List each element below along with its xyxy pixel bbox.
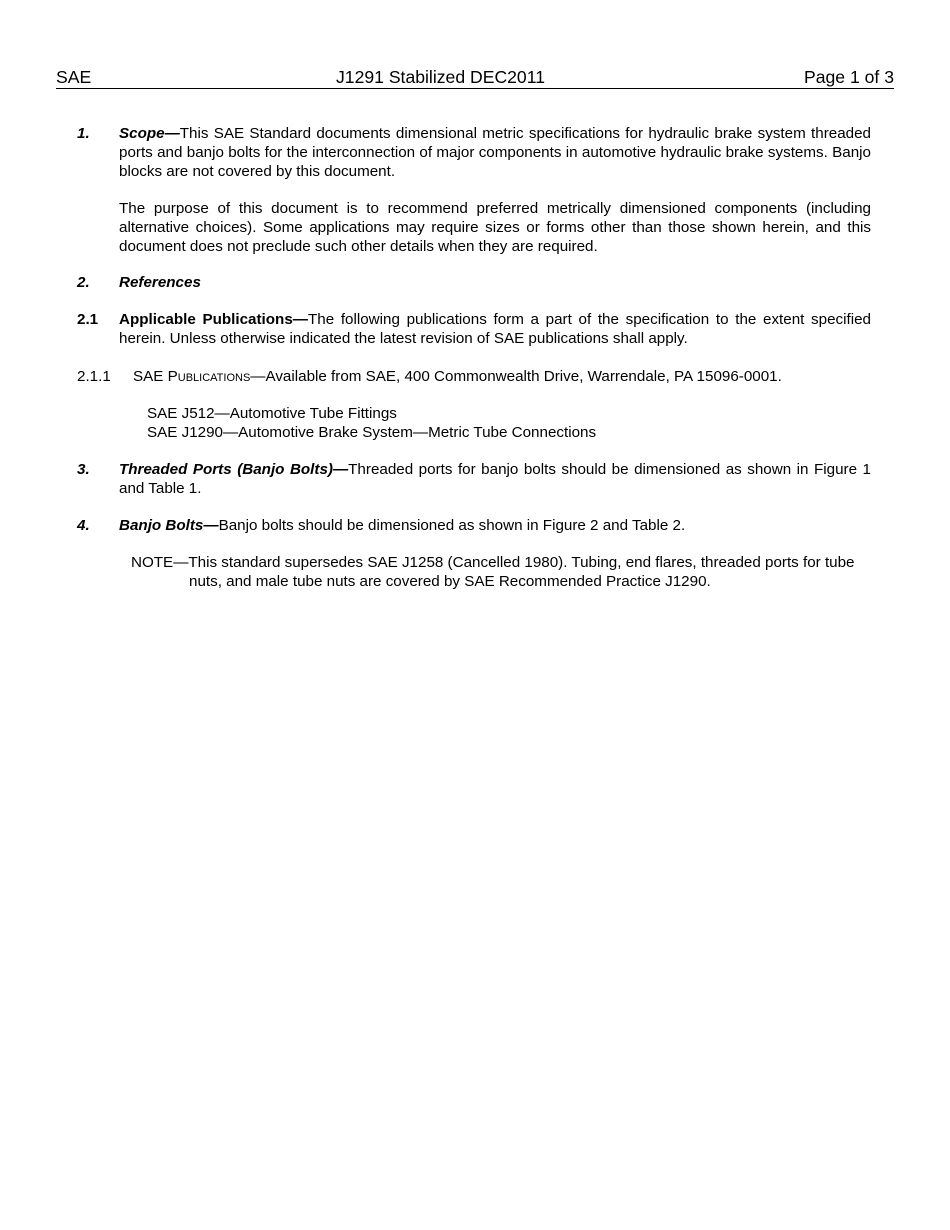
section-4-number: 4. xyxy=(77,517,90,534)
section-1-scope xyxy=(77,125,871,181)
section-3-number: 3. xyxy=(77,461,90,478)
header-document-id: J1291 Stabilized DEC2011 xyxy=(336,67,545,87)
section-1-number: 1. xyxy=(77,125,90,142)
section-4-banjo-bolts xyxy=(77,517,871,536)
section-2-1-1-text: SAE Publications—Available from SAE, 400 Commonwealth Drive, Warrendale, PA 15096-0001. xyxy=(133,368,782,385)
section-4-title: Banjo Bolts— xyxy=(119,517,219,534)
section-2-number: 2. xyxy=(77,274,90,291)
section-2-1-title: Applicable Publications— xyxy=(119,311,308,328)
reference-item: SAE J1290—Automotive Brake System—Metric Tube Connections xyxy=(147,424,597,441)
section-3-title: Threaded Ports (Banjo Bolts)— xyxy=(119,461,349,478)
section-3-paragraph xyxy=(119,461,871,499)
section-2-1-number: 2.1 xyxy=(77,311,99,328)
header-org: SAE xyxy=(56,67,92,87)
section-3-threaded-ports xyxy=(77,461,871,499)
reference-item: SAE J512—Automotive Tube Fittings xyxy=(147,405,397,422)
section-2-1-applicable-publications xyxy=(77,311,871,349)
section-4-text: Banjo bolts should be dimensioned as shown in Figure 2 and Table 2. xyxy=(218,517,686,534)
page-header xyxy=(56,66,894,89)
section-2-references xyxy=(77,274,871,293)
header-page-number: Page 1 of 3 xyxy=(804,67,894,87)
sae-publications-label: Publications xyxy=(167,368,251,385)
section-1-paragraph-2: The purpose of this document is to recommend preferred metrically dimensioned components (including alternative choices). Some applications may require sizes or forms other than those shown herein, and this document does not preclude such other details when they are required. xyxy=(119,200,871,255)
section-2-1-1-number: 2.1.1 xyxy=(77,368,111,385)
note: NOTE—This standard supersedes SAE J1258 (Cancelled 1980). Tubing, end flares, threaded ports for tube nuts, and male tube nuts are covered by SAE Recommended Practice J1290. xyxy=(131,554,855,590)
section-4-paragraph xyxy=(119,517,871,536)
section-1-paragraph: Scope—This SAE Standard documents dimensional metric specifications for hydraulic brake system threaded ports and banjo bolts for the interconnection of major components in automotive hydraulic brake systems. Banjo blocks are not covered by this document. xyxy=(119,125,871,180)
section-2-title: References xyxy=(119,274,201,291)
section-1-title: Scope xyxy=(119,125,165,142)
section-2-1-text: The following publications form a part of the specification to the extent specified herein. Unless otherwise indicated the latest revision of SAE publications shall apply. xyxy=(119,311,871,347)
section-3-text: Threaded ports for banjo bolts should be dimensioned as shown in Figure 1 and Table 1. xyxy=(119,461,871,497)
section-1-text: This SAE Standard documents dimensional metric specifications for hydraulic brake system threaded ports and banjo bolts for the interconnection of major components in automotive hydraulic brake systems. Banjo blocks are not covered by this document. xyxy=(119,125,871,180)
section-2-1-paragraph xyxy=(119,311,871,349)
